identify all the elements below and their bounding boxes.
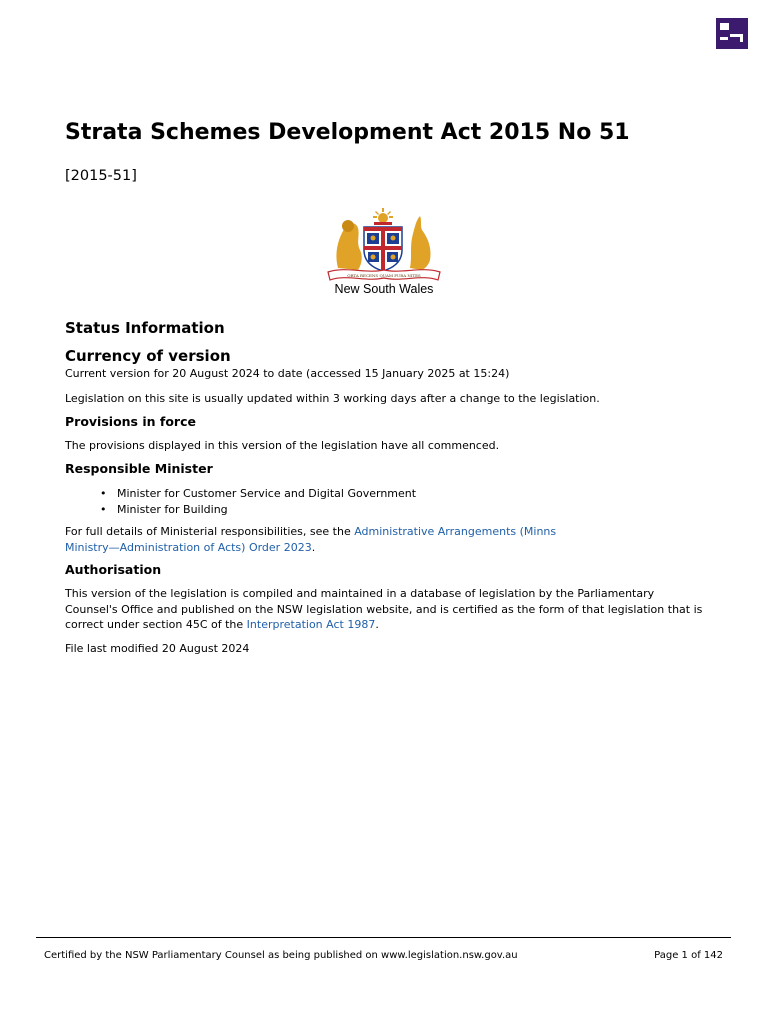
footer-certification: Certified by the NSW Parliamentary Counsel as being published on www.legislation.nsw.gov.au (44, 950, 518, 961)
crest-caption: New South Wales (334, 282, 434, 296)
administrative-arrangements-link[interactable]: Administrative Arrangements (Minns Ministry—Administration of Acts) Order 2023 (65, 525, 557, 554)
interpretation-act-link[interactable]: Interpretation Act 1987 (246, 618, 376, 631)
minister-heading: Responsible Minister (65, 461, 213, 476)
details-prefix: For full details of Ministerial responsibilities, see the (65, 525, 355, 538)
minister-list (100, 486, 416, 517)
status-heading: Status Information (65, 319, 225, 337)
provisions-text: The provisions displayed in this version of the legislation have all commenced. (65, 439, 500, 452)
authorisation-suffix: . (375, 618, 379, 631)
page-title: Strata Schemes Development Act 2015 No 51 (65, 120, 630, 145)
file-modified: File last modified 20 August 2024 (65, 642, 250, 655)
footer-divider (36, 937, 731, 938)
currency-text: Current version for 20 August 2024 to date (accessed 15 January 2025 at 15:24) (65, 367, 510, 380)
page-number: Page 1 of 142 (654, 950, 723, 961)
legislation-logo-icon[interactable] (716, 18, 748, 49)
list-item: • Minister for Customer Service and Digital Government (100, 486, 416, 502)
crest-motto: ORTA RECENS QUAM PURA NITES (347, 273, 421, 278)
authorisation-prefix: This version of the legislation is compiled and maintained in a database of legislation by the Parliamentary Counsel's Office and published on the NSW legislation website, and is certified as the form of that legislation that is correct under section 45C of the (65, 587, 703, 631)
ministerial-details (65, 524, 585, 555)
details-suffix: . (311, 540, 316, 554)
authorisation-text (65, 586, 705, 633)
nsw-coat-of-arms-icon (326, 208, 442, 284)
update-note: Legislation on this site is usually updated within 3 working days after a change to the legislation. (65, 392, 600, 405)
currency-heading: Currency of version (65, 347, 231, 365)
list-item: • Minister for Building (100, 502, 416, 518)
act-number: [2015-51] (65, 168, 137, 184)
provisions-heading: Provisions in force (65, 414, 196, 429)
authorisation-heading: Authorisation (65, 562, 162, 577)
